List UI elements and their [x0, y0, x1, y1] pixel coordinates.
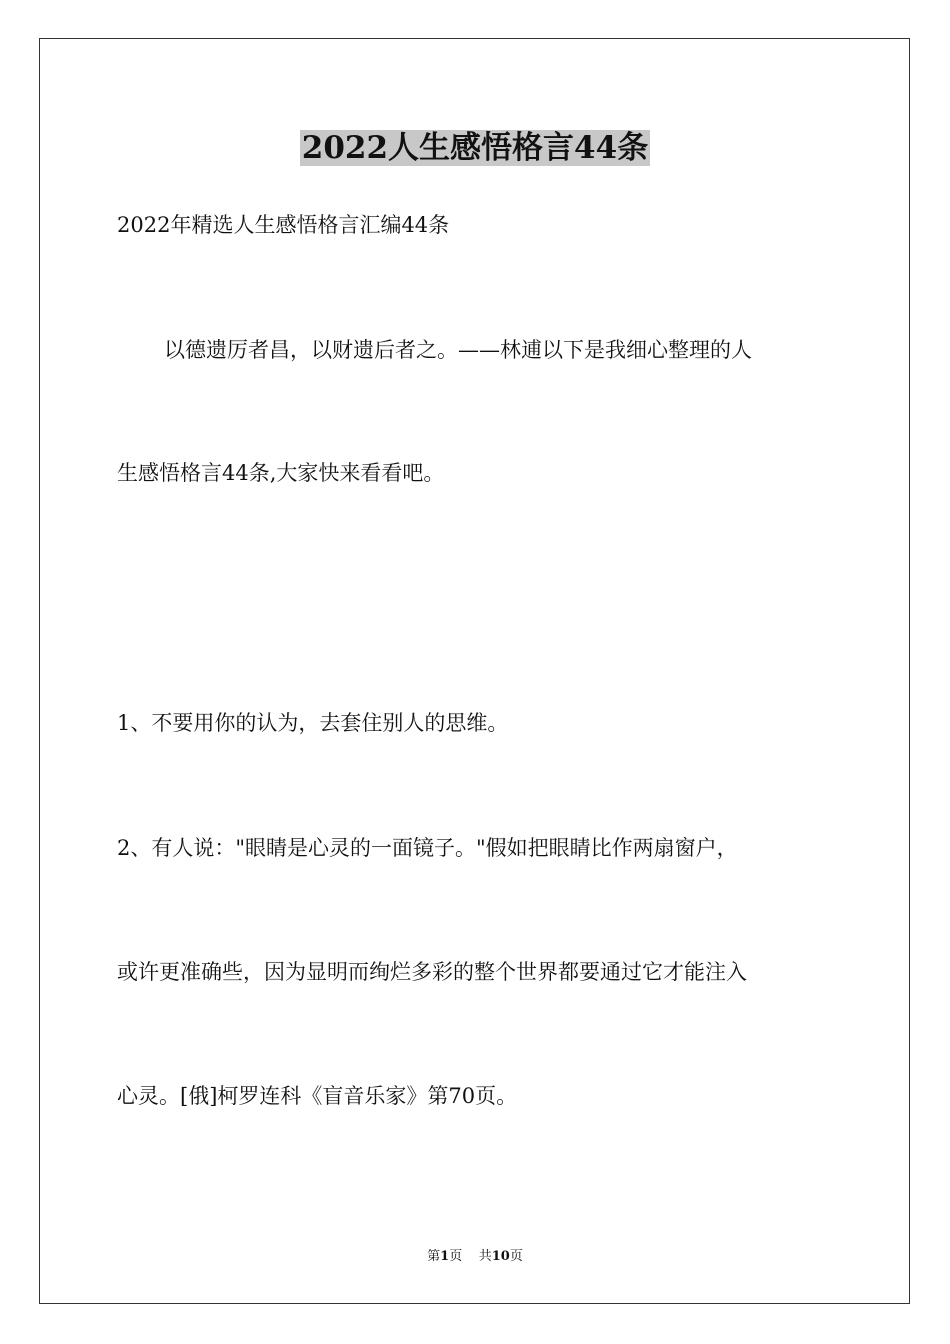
list-item-2-line-1: 2、有人说："眼睛是心灵的一面镜子。"假如把眼睛比作两扇窗户， [117, 836, 738, 860]
intro-paragraph-line-1: 以德遗厉者昌，以财遗后者之。——林逋以下是我细心整理的人 [164, 338, 752, 362]
page-footer [0, 1248, 950, 1266]
document-title-text: 2022人生感悟格言44条 [301, 130, 649, 166]
page-total-suffix: 页 [509, 1249, 523, 1264]
page-number-suffix: 页 [449, 1249, 463, 1264]
list-item-2-line-3: 心灵。[俄]柯罗连科《盲音乐家》第70页。 [117, 1084, 518, 1108]
page-number-current: 1 [440, 1249, 450, 1264]
list-item-1: 1、不要用你的认为，去套住别人的思维。 [117, 711, 509, 735]
page-total-count: 10 [491, 1249, 510, 1264]
list-item-2-line-2: 或许更准确些，因为显明而绚烂多彩的整个世界都要通过它才能注入 [117, 960, 747, 984]
document-subtitle: 2022年精选人生感悟格言汇编44条 [117, 213, 450, 237]
document-title [0, 126, 950, 170]
page-number-prefix: 第 [427, 1249, 441, 1264]
page-total-prefix: 共 [478, 1249, 492, 1264]
intro-paragraph-line-2: 生感悟格言44条,大家快来看看吧。 [117, 461, 445, 485]
